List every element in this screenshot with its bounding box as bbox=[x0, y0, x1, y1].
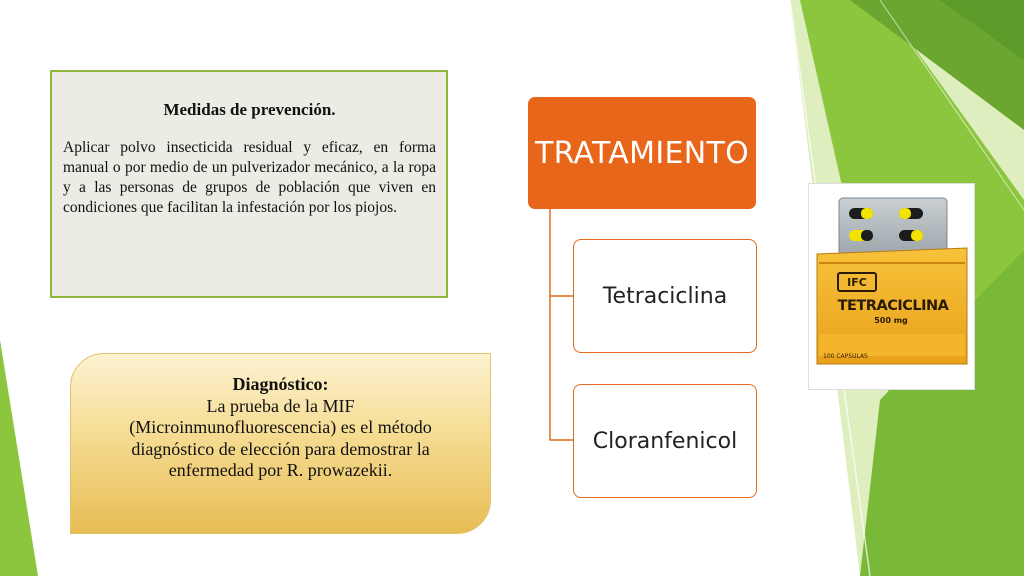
treatment-item-cloranfenicol: Cloranfenicol bbox=[573, 384, 757, 498]
diagnosis-line: (Microinmunofluorescencia) es el método bbox=[129, 417, 432, 437]
diagnosis-line: La prueba de la MIF bbox=[206, 395, 355, 416]
prevention-title: Medidas de prevención. bbox=[163, 100, 336, 119]
medicine-dose-label: 500 mg bbox=[874, 316, 908, 325]
medicine-brand-label: IFC bbox=[837, 272, 877, 292]
diagnosis-box bbox=[70, 353, 491, 534]
diagnosis-line: diagnóstico de elección para demostrar la bbox=[131, 438, 430, 459]
treatment-item-tetraciclina: Tetraciclina bbox=[573, 239, 757, 353]
treatment-header: TRATAMIENTO bbox=[528, 97, 756, 209]
prevention-box bbox=[50, 70, 448, 298]
diagnosis-title: Diagnóstico: bbox=[232, 374, 329, 394]
medicine-box-image bbox=[809, 184, 974, 389]
prevention-body: Aplicar polvo insecticida residual y eficaz, en forma manual o por medio de un pulverizador mecánico, a la ropa y a las personas de grupos de población que viven en condiciones que facilitan la infestación por los piojos. bbox=[63, 139, 436, 216]
medicine-count-label: 100 CAPSULAS bbox=[823, 353, 868, 360]
medicine-name-label: TETRACICLINA bbox=[837, 298, 949, 314]
diagnosis-line: enfermedad por R. prowazekii. bbox=[168, 460, 393, 480]
